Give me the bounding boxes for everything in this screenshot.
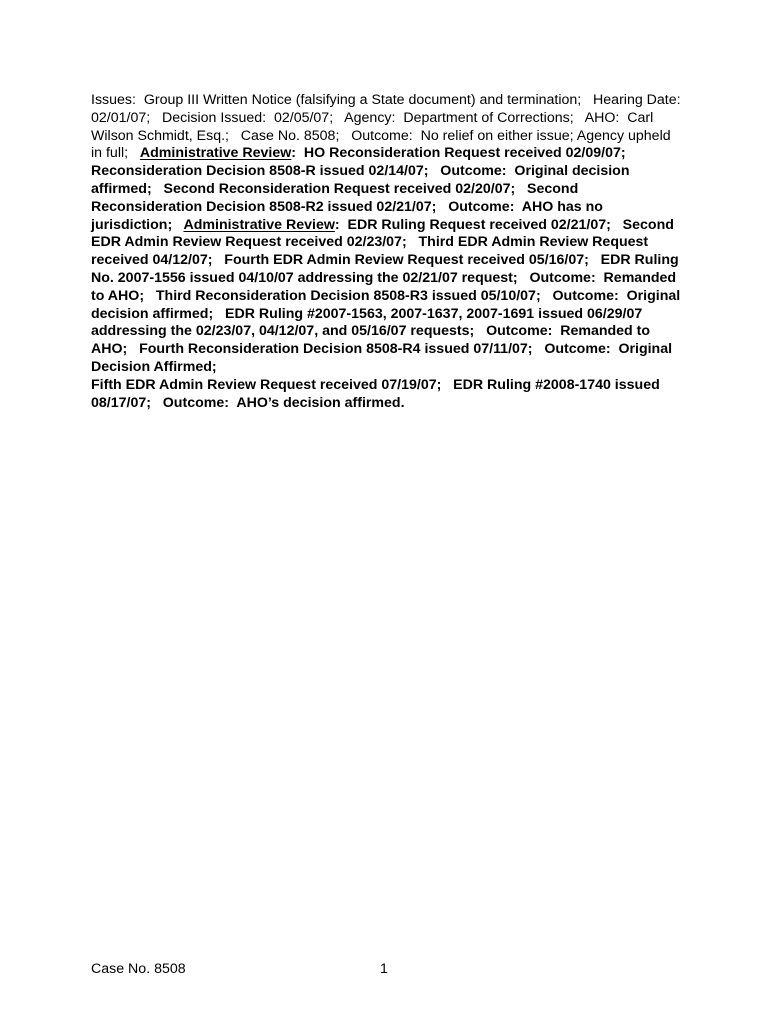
edr-review-text: : EDR Ruling Request received 02/21/07; Second EDR Admin Review Request received 02/23/07; Third EDR Admin Review Request received 04/12/07; Fourth EDR Admin Review Request received 05/16/07; EDR Ruling No. 2007-1556 issued 04/10/07 addressing the 02/21/07 request; Outcome: Remanded to AHO; Third Reconsideration Decision 8508-R3 issued 05/10/07; Outcome: Original decision affirmed; EDR Ruling #2007-1563, 2007-1637, 2007-1691 issued 06/29/07 addressing the 02/23/07, 04/12/07, and 05/16/07 requests; Outcome: Remanded to AHO; Fourth Reconsideration Decision 8508-R4 issued 07/11/07; Outcome: Original Decision Affirmed; Fifth EDR Admin Review Request received 07/19/07; EDR Ruling #2008-1740 issued 08/17/07; Outcome: AHO’s decision affirmed. <box>91 216 681 411</box>
administrative-review-heading: Administrative Review <box>139 145 292 162</box>
summary-intro-text: Issues: Group III Written Notice (falsifying a State document) and termination; Hearing Date: 02/01/07; Decision Issued: 02/05/07; Agency: Department of Corrections; AHO: Carl Wilson Schmidt, Esq.; Case No. 8508; Outcome: No relief on either issue; Agency upheld in full; <box>91 92 689 162</box>
administrative-review-heading: Administrative Review <box>183 216 335 233</box>
footer-page-number: 1 <box>380 961 388 977</box>
case-summary-paragraph <box>91 92 689 412</box>
ho-reconsideration-text: : HO Reconsideration Request received 02/09/07; Reconsideration Decision 8508-R issued 02/14/07; Outcome: Original decision affirmed; Second Reconsideration Request received 02/20/07; Second Reconsideration Decision 8508-R2 issued 02/21/07; Outcome: AHO has no jurisdiction; <box>91 145 638 233</box>
footer-case-number: Case No. 8508 <box>91 961 186 977</box>
